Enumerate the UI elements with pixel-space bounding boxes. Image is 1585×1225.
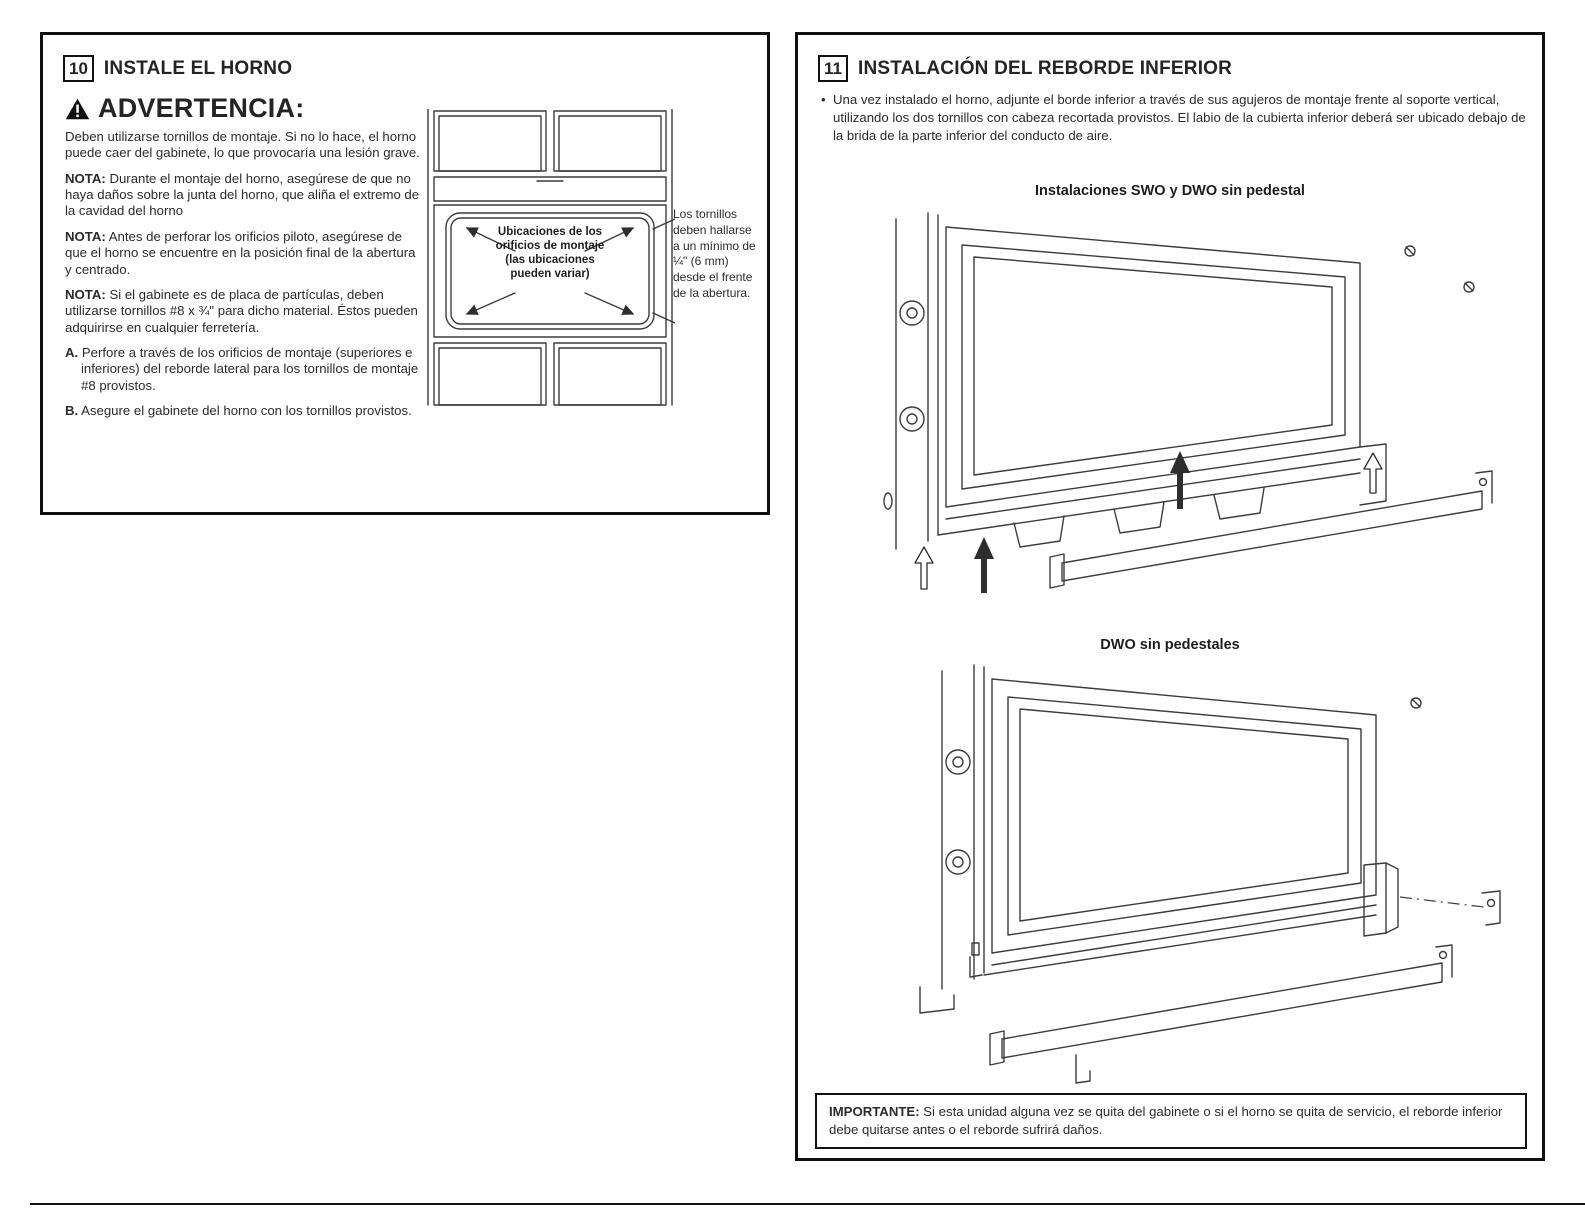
swo-dwo-trim-figure: [824, 201, 1516, 601]
page-bottom-rule: [30, 1203, 1585, 1205]
up-arrow-icons: [915, 451, 1382, 593]
step-a-label: A.: [65, 344, 79, 360]
warning-heading: [65, 93, 423, 124]
step-10-header: [63, 55, 292, 82]
step-a-paragraph: [65, 345, 423, 394]
warning-text: Deben utilizarse tornillos de montaje. Si no lo hace, el horno puede caer del gabinete, lo que provocaría una lesión grave.: [65, 129, 420, 161]
warning-icon: [65, 98, 90, 120]
important-label: IMPORTANTE:: [829, 1104, 920, 1119]
figure-2-title: DWO sin pedestales: [1100, 637, 1240, 653]
step-11-panel: [795, 32, 1545, 1161]
step-11-title: INSTALACIÓN DEL REBORDE INFERIOR: [857, 57, 1233, 79]
step-b-paragraph: [65, 403, 423, 419]
screw-head-icon: [946, 750, 970, 874]
bottom-trim-piece: [990, 945, 1452, 1083]
note-text: Antes de perforar los orificios piloto, asegúrese de que el horno se encuentre en la posición final de la abertura y centrado.: [65, 228, 416, 277]
figure-1-title: Instalaciones SWO y DWO sin pedestal: [1035, 183, 1305, 199]
step-11-header: [818, 55, 1232, 82]
step-11-intro: [820, 91, 1528, 146]
step-11-intro-text: Una vez instalado el horno, adjunte el borde inferior a través de sus agujeros de montaje frente al soporte vertical, utilizando los dos tornillos con cabeza recortada provistos. El labio de la cubierta inferior deberá ser ubicado debajo de la brida de la parte inferior del conducto de aire.: [833, 92, 1526, 144]
important-text: Si esta unidad alguna vez se quita del gabinete o si el horno se quita de servicio, el reborde inferior debe quitarse antes o el reborde sufrirá daños.: [829, 1104, 1503, 1138]
note-text: Durante el montaje del horno, asegúrese de que no haya daños sobre la junta del horno, que aliña el extremo de la cavidad del horno: [65, 170, 420, 219]
screw-head-icon: [900, 301, 924, 431]
note-label: NOTA:: [65, 228, 106, 244]
note-paragraph: [65, 287, 423, 336]
step-b-text: Asegure el gabinete del horno con los tornillos provistos.: [81, 403, 412, 419]
step-a-text: Perfore a través de los orificios de montaje (superiores e inferiores) del reborde lateral para los tornillos de montaje #8 provistos.: [81, 344, 419, 393]
step-10-text-column: [65, 93, 423, 428]
step-10-title: INSTALE EL HORNO: [103, 57, 293, 79]
screw-distance-note: Los tornillos deben hallarse a un mínimo de ¼" (6 mm) desde el frente de la abertura.: [673, 207, 756, 301]
note-paragraph: [65, 171, 423, 220]
warning-title: ADVERTENCIA:: [98, 93, 305, 123]
step-10-number-box: 10: [63, 55, 94, 82]
diagram-label: Ubicaciones de los orificios de montaje (las ubicaciones pueden variar): [495, 226, 605, 281]
step-10-panel: [40, 32, 770, 515]
note-text: Si el gabinete es de placa de partículas, deben utilizarse tornillos #8 x ¾" para dicho material. Éstos pueden adquirirse en cualquier ferretería.: [65, 286, 418, 335]
note-label: NOTA:: [65, 170, 106, 186]
cabinet-opening-diagram: [425, 109, 675, 407]
note-label: NOTA:: [65, 286, 106, 302]
step-11-number-box: 11: [818, 55, 848, 82]
important-note-box: [815, 1093, 1527, 1149]
bottom-trim-piece: [1050, 471, 1492, 588]
step-b-label: B.: [65, 403, 79, 419]
alignment-dash-line: [1400, 897, 1484, 907]
bullet-marker: •: [821, 92, 826, 107]
note-paragraph: [65, 229, 423, 278]
dwo-trim-figure: [824, 657, 1516, 1087]
